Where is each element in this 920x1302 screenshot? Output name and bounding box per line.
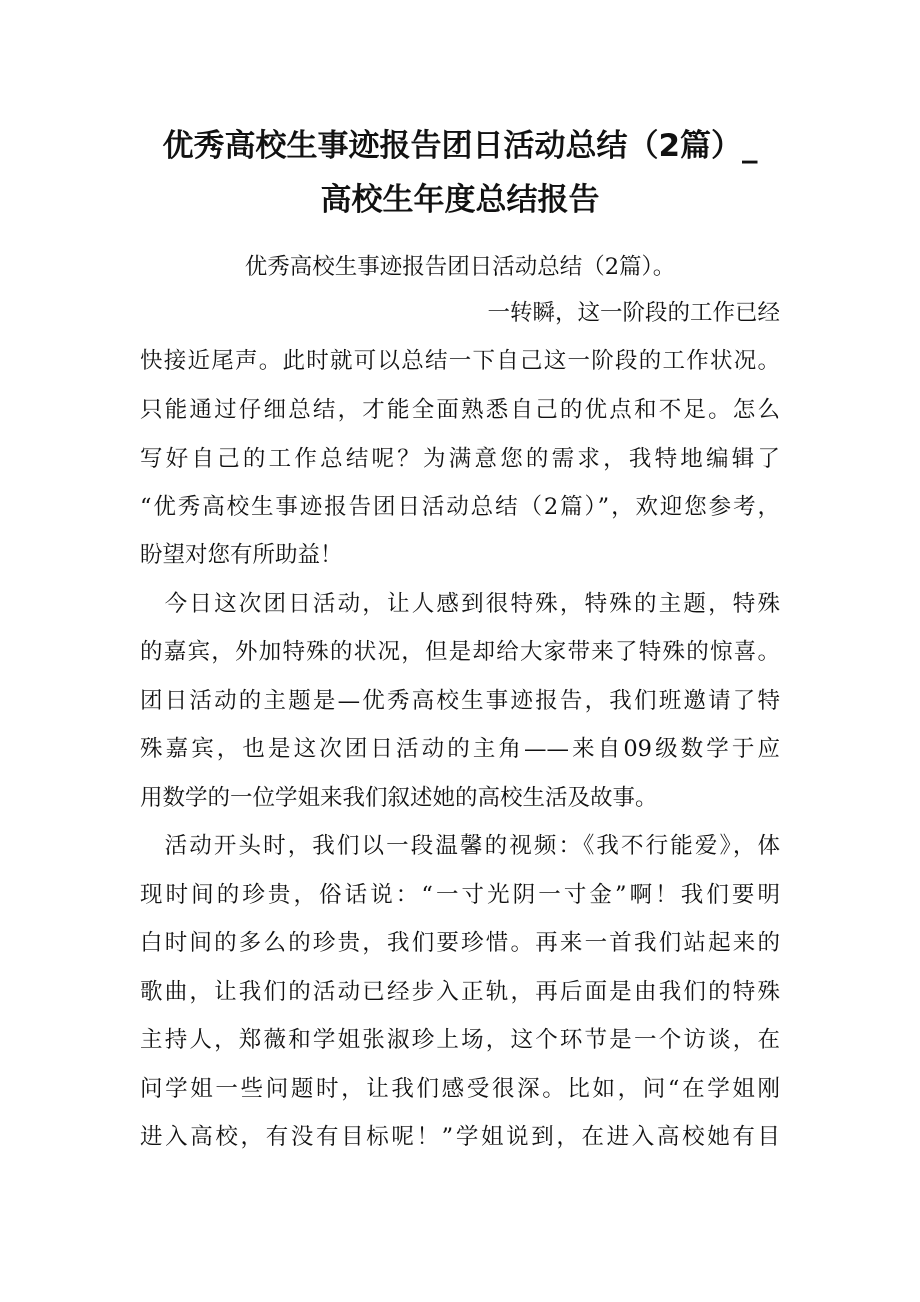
paragraph-line: 一转瞬，这一阶段的工作已经 bbox=[487, 300, 780, 326]
paragraph-line: 的嘉宾，外加特殊的状况，但是却给大家带来了特殊的惊喜。 bbox=[140, 639, 780, 665]
document-subtitle: 优秀高校生事迹报告团日活动总结（2篇）。 bbox=[244, 254, 676, 280]
paragraph-line: 盼望对您有所助益！ bbox=[140, 542, 343, 568]
paragraph-line: 活动开头时，我们以一段温馨的视频：《我不行能爱》，体 bbox=[140, 833, 780, 859]
paragraph-line: 今日这次团日活动，让人感到很特殊，特殊的主题，特殊 bbox=[140, 591, 780, 617]
paragraph-line: “优秀高校生事迹报告团日活动总结（2篇）”，欢迎您参考， bbox=[140, 494, 780, 520]
document-title-line-2: 高校生年度总结报告 bbox=[320, 182, 600, 218]
paragraph-line: 问学姐一些问题时，让我们感受很深。比如，问“在学姐刚 bbox=[140, 1076, 780, 1102]
paragraph-line: 歌曲，让我们的活动已经步入正轨，再后面是由我们的特殊 bbox=[140, 979, 780, 1005]
paragraph-line: 用数学的一位学姐来我们叙述她的高校生活及故事。 bbox=[140, 785, 658, 811]
document-title-line-1: 优秀高校生事迹报告团日活动总结（2篇）_ bbox=[162, 128, 758, 164]
paragraph-line: 殊嘉宾，也是这次团日活动的主角——来自09级数学于应 bbox=[140, 736, 780, 762]
paragraph-line: 快接近尾声。此时就可以总结一下自己这一阶段的工作状况。 bbox=[140, 348, 780, 374]
paragraph-line: 只能通过仔细总结，才能全面熟悉自己的优点和不足。怎么 bbox=[140, 397, 780, 423]
paragraph-line: 白时间的多么的珍贵，我们要珍惜。再来一首我们站起来的 bbox=[140, 930, 780, 956]
paragraph-line: 进入高校，有没有目标呢！”学姐说到，在进入高校她有目 bbox=[140, 1124, 780, 1150]
paragraph-line: 写好自己的工作总结呢？为满意您的需求，我特地编辑了 bbox=[140, 446, 780, 472]
paragraph-line: 团日活动的主题是—优秀高校生事迹报告，我们班邀请了特 bbox=[140, 688, 780, 714]
paragraph-line: 现时间的珍贵，俗话说：“一寸光阴一寸金”啊！我们要明 bbox=[140, 882, 780, 908]
paragraph-line: 主持人，郑薇和学姐张淑珍上场，这个环节是一个访谈，在 bbox=[140, 1027, 780, 1053]
